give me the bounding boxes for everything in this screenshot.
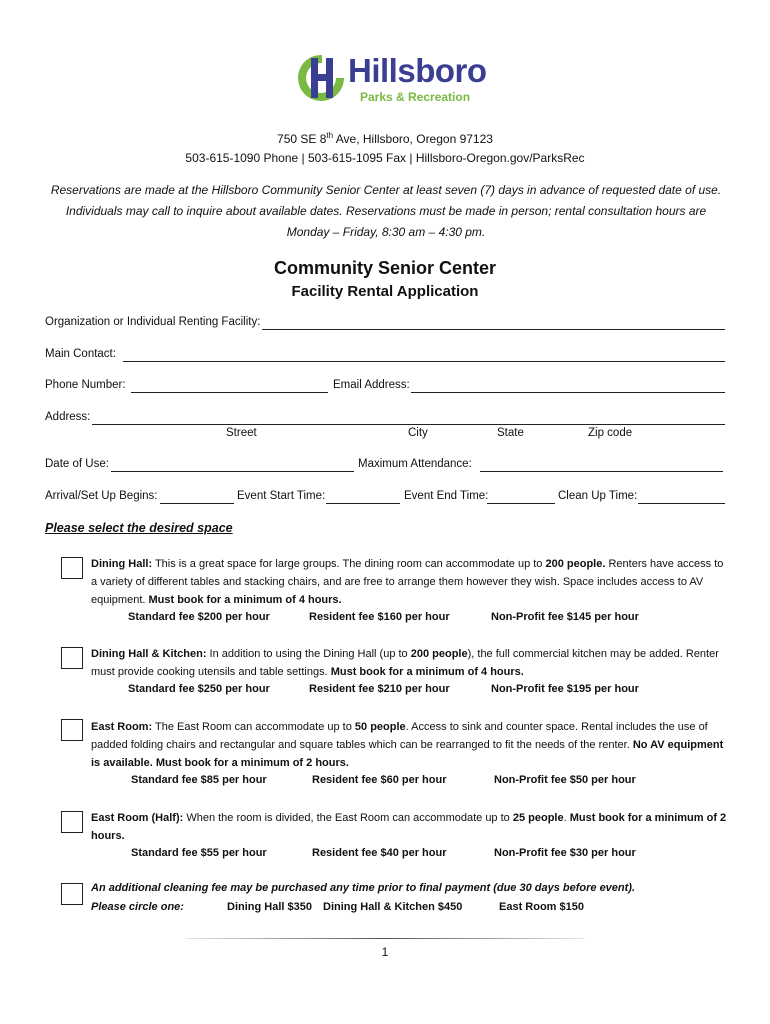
cleaning-option-east-room[interactable]: East Room $150 [499, 901, 584, 913]
main-contact-input-line[interactable] [123, 361, 725, 362]
cleanup-time-label: Clean Up Time: [558, 490, 638, 502]
cleaning-option-dining-hall[interactable]: Dining Hall $350 [227, 901, 312, 913]
dining-hall-resident-fee: Resident fee $160 per hour [309, 611, 450, 623]
street-caption: Street [226, 427, 257, 439]
phone-label: Phone Number: [45, 379, 126, 391]
date-input-line[interactable] [111, 471, 354, 472]
east-room-half-resident-fee: Resident fee $40 per hour [312, 847, 447, 859]
zip-caption: Zip code [588, 427, 633, 439]
main-contact-label: Main Contact: [45, 348, 116, 360]
dining-hall-description: Dining Hall: This is a great space for large groups. The dining room can accommodate up to 200 people. Renters have access to a variety of different tables and stacking chairs, and are free to arrange them however they wish. Space includes access to AV equipment. Must book for a minimum of 4 hours. [91, 558, 724, 606]
page-number: 1 [381, 945, 389, 959]
dining-hall-standard-fee: Standard fee $200 per hour [128, 611, 270, 623]
east-room-half-nonprofit-fee: Non-Profit fee $30 per hour [494, 847, 636, 859]
east-room-half-description: East Room (Half): When the room is divided, the East Room can accommodate up to 25 people. Must book for a minimum of 2 hours. [91, 812, 727, 842]
dining-hall-checkbox[interactable] [61, 557, 83, 579]
start-time-input-line[interactable] [326, 503, 400, 504]
dining-hall-kitchen-standard-fee: Standard fee $250 per hour [128, 683, 270, 695]
start-time-label: Event Start Time: [237, 490, 326, 502]
dining-hall-nonprofit-fee: Non-Profit fee $145 per hour [491, 611, 639, 623]
footer-divider [185, 938, 585, 939]
arrival-label: Arrival/Set Up Begins: [45, 490, 158, 502]
date-label: Date of Use: [45, 458, 109, 470]
select-space-heading: Please select the desired space [45, 521, 233, 535]
max-attendance-label: Maximum Attendance: [358, 458, 472, 470]
dining-hall-kitchen-checkbox[interactable] [61, 647, 83, 669]
address-label: Address: [45, 411, 91, 423]
east-room-description: East Room: The East Room can accommodate up to 50 people. Access to sink and counter space. Rental includes the use of padded folding chairs and rectangular and square tables which can be rearranged to fit the needs of the renter. No AV equipment is available. Must book for a minimum of 2 hours. [91, 721, 724, 769]
east-room-standard-fee: Standard fee $85 per hour [131, 774, 267, 786]
logo-subtitle: Parks & Recreation [360, 90, 471, 104]
logo-wordmark: Hillsboro [348, 52, 487, 89]
phone-input-line[interactable] [131, 392, 328, 393]
city-caption: City [408, 427, 428, 439]
hillsboro-logo-icon [298, 52, 346, 104]
circle-one-label: Please circle one: [91, 901, 184, 913]
page-title: Community Senior Center [273, 258, 497, 278]
cleaning-fee-note: An additional cleaning fee may be purchased any time prior to final payment (due 30 days before event). [91, 882, 636, 894]
address-input-line[interactable] [92, 424, 725, 425]
east-room-half-standard-fee: Standard fee $55 per hour [131, 847, 267, 859]
east-room-half-checkbox[interactable] [61, 811, 83, 833]
dining-hall-kitchen-description: Dining Hall & Kitchen: In addition to using the Dining Hall (up to 200 people), the full commercial kitchen may be added. Renter must provide cooking utensils and table settings. Must book for a minimum of 4 hours. [91, 648, 719, 678]
arrival-input-line[interactable] [160, 503, 234, 504]
east-room-nonprofit-fee: Non-Profit fee $50 per hour [494, 774, 636, 786]
dining-hall-kitchen-resident-fee: Resident fee $210 per hour [309, 683, 450, 695]
dining-hall-kitchen-nonprofit-fee: Non-Profit fee $195 per hour [491, 683, 639, 695]
cleaning-fee-checkbox[interactable] [61, 883, 83, 905]
org-input-line[interactable] [262, 329, 725, 330]
max-attendance-input-line[interactable] [480, 471, 723, 472]
end-time-label: Event End Time: [404, 490, 489, 502]
hillsboro-logo [298, 50, 487, 110]
email-input-line[interactable] [411, 392, 725, 393]
cleanup-time-input-line[interactable] [638, 503, 725, 504]
contact-line: 503-615-1090 Phone | 503-615-1095 Fax | Hillsboro-Oregon.gov/ParksRec [185, 151, 585, 165]
end-time-input-line[interactable] [487, 503, 555, 504]
east-room-resident-fee: Resident fee $60 per hour [312, 774, 447, 786]
email-label: Email Address: [333, 379, 410, 391]
page-subtitle: Facility Rental Application [291, 283, 479, 300]
org-label: Organization or Individual Renting Facility: [45, 316, 261, 328]
address-line: 750 SE 8th Ave, Hillsboro, Oregon 97123 [277, 131, 493, 146]
east-room-checkbox[interactable] [61, 719, 83, 741]
state-caption: State [497, 427, 524, 439]
intro-paragraph: Reservations are made at the Hillsboro Community Senior Center at least seven (7) days in advance of requested date of use. Individuals may call to inquire about available dates. Reservations must be made in person; rental consultation hours are Monday – Friday, 8:30 am – 4:30 pm. [50, 183, 722, 239]
cleaning-option-dining-hall-kitchen[interactable]: Dining Hall & Kitchen $450 [323, 901, 463, 913]
